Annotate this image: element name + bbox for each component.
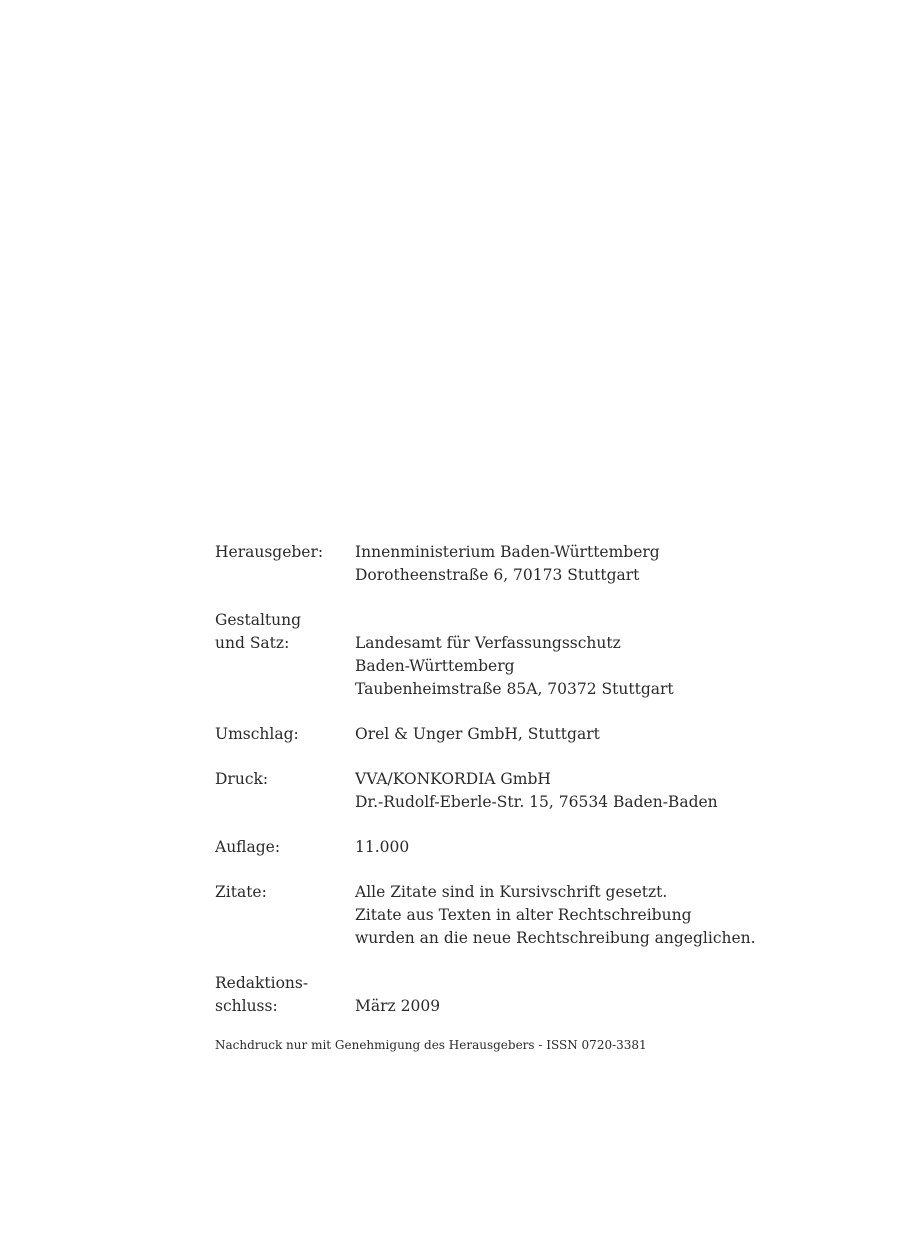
imprint-label	[215, 972, 355, 1018]
quotes-note-line-3: wurden an die neue Rechtschreibung angeglichen.	[355, 929, 756, 947]
cover-company: Orel & Unger GmbH, Stuttgart	[355, 725, 600, 743]
label-gestaltung-line-1: Gestaltung	[215, 611, 302, 629]
imprint-row-druck	[215, 768, 835, 814]
label-druck: Druck:	[215, 770, 269, 788]
imprint-value	[355, 541, 835, 587]
imprint-label	[215, 541, 355, 587]
publisher-address: Dorotheenstraße 6, 70173 Stuttgart	[355, 566, 640, 584]
design-agency-name: Landesamt für Verfassungsschutz	[355, 634, 621, 652]
imprint-row-zitate	[215, 881, 835, 950]
label-zitate: Zitate:	[215, 883, 267, 901]
imprint-row-auflage	[215, 836, 835, 859]
label-auflage: Auflage:	[215, 838, 281, 856]
imprint-value	[355, 723, 835, 746]
quotes-note-line-2: Zitate aus Texten in alter Rechtschreibung	[355, 906, 692, 924]
label-umschlag: Umschlag:	[215, 725, 299, 743]
imprint-value	[355, 881, 835, 950]
editorial-deadline: März 2009	[355, 997, 441, 1015]
publisher-name: Innenministerium Baden-Württemberg	[355, 543, 660, 561]
imprint-label	[215, 609, 355, 701]
printer-name: VVA/KONKORDIA GmbH	[355, 770, 551, 788]
imprint-label	[215, 881, 355, 950]
imprint-row-herausgeber	[215, 541, 835, 587]
label-gestaltung-line-2: und Satz:	[215, 634, 290, 652]
imprint-block	[215, 541, 835, 1018]
imprint-value	[355, 768, 835, 814]
imprint-label	[215, 723, 355, 746]
print-run: 11.000	[355, 838, 410, 856]
imprint-row-gestaltung	[215, 609, 835, 701]
imprint-label	[215, 836, 355, 859]
quotes-note-line-1: Alle Zitate sind in Kursivschrift gesetzt.	[355, 883, 668, 901]
imprint-value	[355, 609, 835, 701]
imprint-value	[355, 972, 835, 1018]
imprint-row-umschlag	[215, 723, 835, 746]
design-agency-address: Taubenheimstraße 85A, 70372 Stuttgart	[355, 680, 674, 698]
imprint-value	[355, 836, 835, 859]
label-redaktionsschluss-line-2: schluss:	[215, 997, 278, 1015]
imprint-label	[215, 768, 355, 814]
imprint-row-redaktionsschluss	[215, 972, 835, 1018]
printer-address: Dr.-Rudolf-Eberle-Str. 15, 76534 Baden-Baden	[355, 793, 718, 811]
label-herausgeber: Herausgeber:	[215, 543, 324, 561]
label-redaktionsschluss-line-1: Redaktions-	[215, 974, 309, 992]
reprint-notice: Nachdruck nur mit Genehmigung des Herausgebers - ISSN 0720-3381	[215, 1038, 647, 1052]
design-agency-state: Baden-Württemberg	[355, 657, 515, 675]
